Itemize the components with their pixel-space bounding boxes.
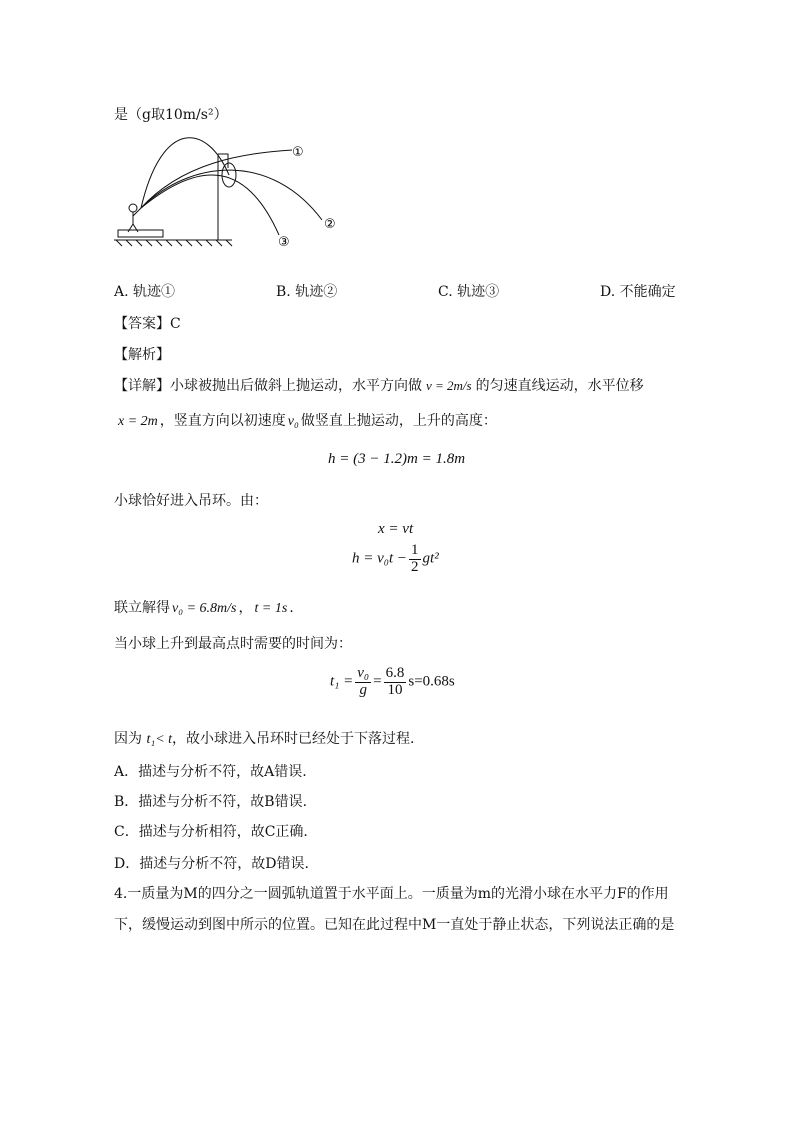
- fraction-values: [384, 666, 407, 699]
- person-head: [129, 204, 137, 212]
- option-text: 轨迹①: [133, 284, 176, 300]
- frac-den: 10: [387, 681, 403, 698]
- comparison: t₁< t: [146, 732, 173, 747]
- option-text: 轨迹②: [295, 284, 338, 300]
- v0-symbol: v₀: [287, 414, 299, 429]
- question-intro: 是（g取10m/s²）: [114, 107, 228, 123]
- enter-ring-text: 小球恰好进入吊环。由：: [114, 493, 268, 509]
- eq-lhs: t₁ =: [330, 673, 354, 690]
- option-c: [438, 281, 499, 301]
- option-letter: D.: [600, 284, 616, 300]
- because-text: 因为: [114, 731, 147, 747]
- trajectory-1: [141, 150, 292, 208]
- velocity-eq: v = 2m/s: [426, 378, 472, 393]
- question-4-line-2: 下，缓慢运动到图中所示的位置。已知在此过程中M一直处于静止状态，下列说法正确的是: [114, 917, 675, 933]
- analysis-heading: 【解析】: [114, 347, 170, 363]
- detail-line-1: [114, 375, 644, 395]
- equation-t1: [330, 666, 455, 699]
- fraction-v0-g: [355, 666, 371, 699]
- standing-platform: [118, 230, 163, 237]
- eq-lhs: h = v₀t −: [352, 550, 408, 567]
- projectile-figure: [112, 128, 352, 258]
- conclusion-b: B．描述与分析不符，故B错误.: [114, 794, 308, 810]
- option-b: [276, 281, 337, 301]
- conclusion-d: D．描述与分析不符，故D错误.: [114, 856, 309, 872]
- label-2: ②: [324, 217, 336, 232]
- option-text: 轨迹③: [457, 284, 500, 300]
- solve-line: [114, 597, 294, 617]
- equation-x: x = vt: [378, 521, 414, 537]
- equation-h: [352, 543, 439, 576]
- equals: =: [373, 673, 382, 690]
- detail-tag: 【详解】: [114, 378, 170, 394]
- conclusion-c: C．描述与分析相符，故C正确.: [114, 824, 308, 840]
- eq-rhs: s=0.68s: [408, 673, 455, 690]
- t-result: t = 1s: [254, 601, 288, 616]
- period: .: [289, 600, 294, 616]
- option-letter: A.: [114, 284, 129, 300]
- displacement-eq: x = 2m: [118, 414, 158, 429]
- detail-line-2: [114, 410, 497, 430]
- detail-text: 做竖直上抛运动，上升的高度：: [300, 413, 497, 429]
- answer-value: C: [170, 316, 181, 332]
- frac-num: 6.8: [385, 665, 405, 681]
- label-1: ①: [292, 145, 304, 160]
- option-letter: C.: [438, 284, 453, 300]
- trajectory-2: [141, 170, 322, 220]
- because-text: ，故小球进入吊环时已经处于下落过程.: [172, 731, 415, 747]
- option-letter: B.: [276, 284, 291, 300]
- answer-line: [114, 313, 181, 333]
- height-equation: h = (3 − 1.2)m = 1.8m: [328, 451, 466, 467]
- separator: ，: [238, 600, 253, 616]
- detail-text: 小球被抛出后做斜上抛运动，水平方向做: [170, 378, 422, 394]
- label-3: ③: [278, 235, 290, 250]
- detail-text: ，竖直方向以初速度: [159, 413, 286, 429]
- peak-time-text: 当小球上升到最高点时需要的时间为：: [114, 636, 352, 652]
- eq-rhs: gt²: [422, 550, 439, 567]
- answer-tag: 【答案】: [114, 316, 170, 332]
- frac-den: 2: [411, 558, 419, 575]
- detail-text: 的匀速直线运动，水平位移: [475, 378, 644, 394]
- frac-num: 1: [411, 542, 419, 558]
- option-a: [114, 281, 175, 301]
- conclusion-a: A．描述与分析不符，故A错误.: [114, 764, 307, 780]
- question-4-line-1: 4.一质量为M的四分之一圆弧轨道置于水平面上。一质量为m的光滑小球在水平力F的作用: [114, 886, 669, 902]
- fraction-half: [409, 543, 421, 576]
- because-line: [114, 728, 415, 748]
- frac-num: v₀: [357, 665, 370, 681]
- option-text: 不能确定: [619, 284, 676, 300]
- trajectory-3: [141, 175, 279, 235]
- ground-hatch: [116, 240, 232, 246]
- solve-text: 联立解得: [114, 600, 170, 616]
- option-d: [600, 281, 676, 301]
- frac-den: g: [359, 681, 367, 698]
- v0-result: v₀ = 6.8m/s: [172, 601, 237, 616]
